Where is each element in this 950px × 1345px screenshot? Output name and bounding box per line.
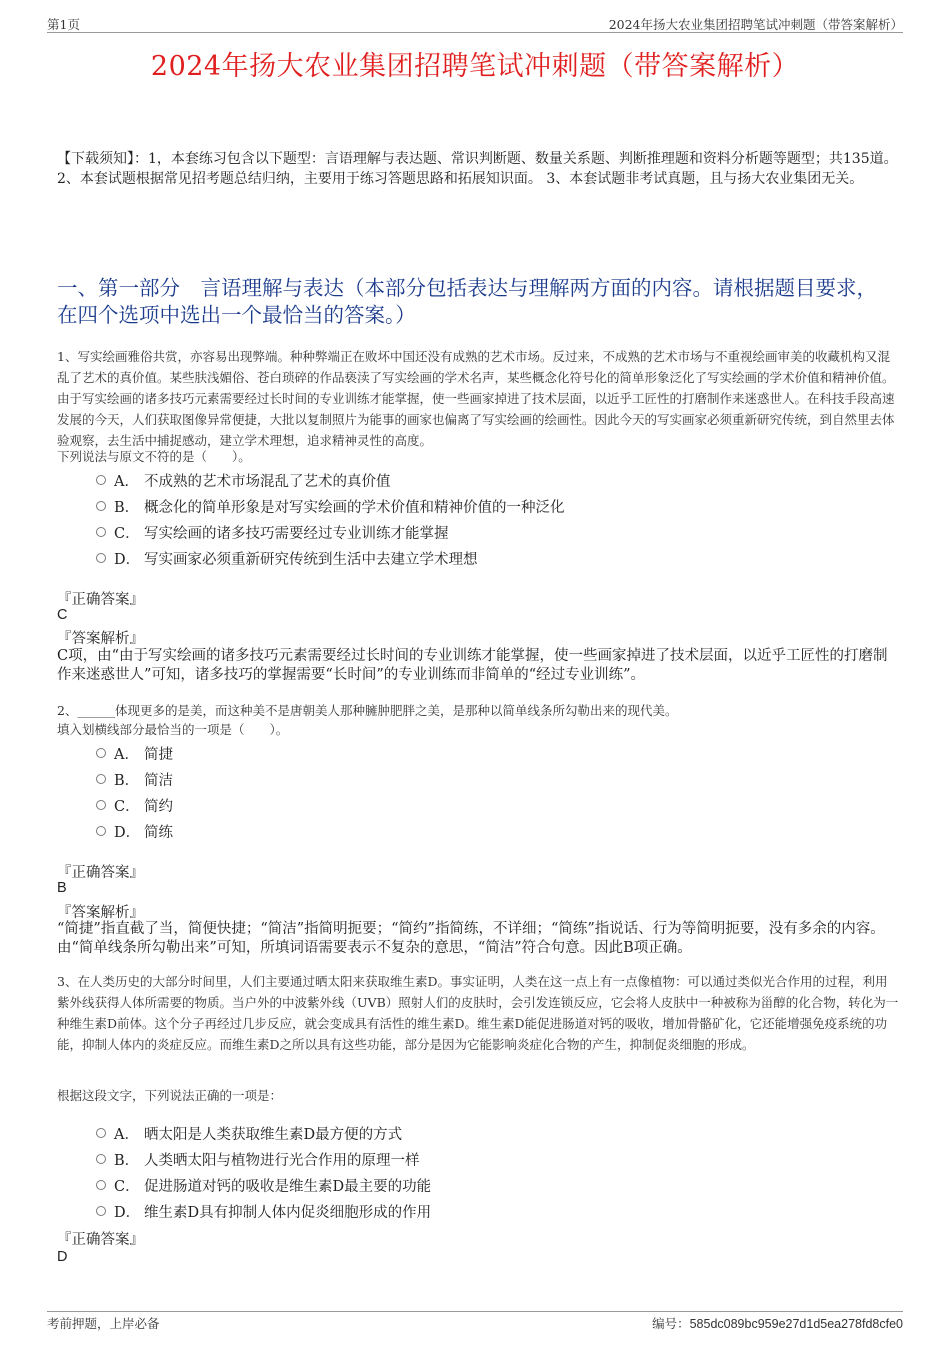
question-3-answer-heading: 『正确答案』	[57, 1232, 144, 1248]
option-text: 不成熟的艺术市场混乱了艺术的真价值	[144, 474, 391, 490]
option-label: C．	[114, 1179, 140, 1195]
option-text: 维生素D具有抑制人体内促炎细胞形成的作用	[144, 1205, 432, 1221]
question-3-stem: 3、在人类历史的大部分时间里，人们主要通过晒太阳来获取维生素D。事实证明，人类在这一点上有一点像植物：可以通过类似光合作用的过程，利用紫外线获得人体所需要的物质。当户外的中波紫外线（UVB）照射人们的皮肤时，会引发连锁反应，它会将人皮肤中一种被称为甾醇的化合物，转化为一种维生素D前体。这个分子再经过几步反应，就会变成具有活性的维生素D。维生素D能促进肠道对钙的吸收，增加骨骼矿化，它还能增强免疫系统的功能，抑制人体内的炎症反应。而维生素D之所以具有这些功能，部分是因为它能影响炎症化合物的产生，抑制促炎细胞的形成。	[57, 974, 899, 1052]
radio-button[interactable]	[96, 774, 106, 784]
radio-button[interactable]	[96, 1206, 106, 1216]
option-label: C．	[114, 526, 140, 542]
question-2-option-c[interactable]	[96, 792, 876, 818]
option-text: 晒太阳是人类获取维生素D最方便的方式	[144, 1127, 403, 1143]
radio-button[interactable]	[96, 527, 106, 537]
radio-button[interactable]	[96, 800, 106, 810]
radio-button[interactable]	[96, 748, 106, 758]
question-3-option-b[interactable]	[96, 1146, 876, 1172]
question-1-option-b[interactable]	[96, 493, 876, 519]
question-2-prompt: 填入划横线部分最恰当的一项是（ ）。	[57, 722, 289, 737]
question-1-option-d[interactable]	[96, 545, 876, 571]
option-label: A．	[114, 1127, 139, 1143]
question-3-options	[96, 1120, 876, 1224]
question-2-options	[96, 740, 876, 844]
question-3-prompt: 根据这段文字，下列说法正确的一项是：	[57, 1088, 283, 1103]
question-3-option-d[interactable]	[96, 1198, 876, 1224]
page-footer	[47, 1311, 903, 1332]
option-label: C．	[114, 799, 140, 815]
question-2-analysis-heading: 『答案解析』	[57, 905, 144, 921]
document-id-label: 编号：	[652, 1316, 690, 1331]
question-3-option-c[interactable]	[96, 1172, 876, 1198]
document-title: 2024年扬大农业集团招聘笔试冲刺题（带答案解析）	[150, 51, 800, 82]
question-2-answer: B	[57, 880, 67, 896]
footer-slogan: 考前押题，上岸必备	[47, 1316, 160, 1331]
header-doc-title: 2024年扬大农业集团招聘笔试冲刺题（带答案解析）	[608, 17, 903, 32]
option-text: 写实绘画的诸多技巧需要经过专业训练才能掌握	[144, 526, 449, 542]
section-title: 一、第一部分 言语理解与表达（本部分包括表达与理解两方面的内容。请根据题目要求，在四个选项中选出一个最恰当的答案。）	[57, 276, 877, 327]
option-label: D．	[114, 1205, 141, 1221]
option-text: 写实画家必须重新研究传统到生活中去建立学术理想	[144, 552, 478, 568]
question-3-option-a[interactable]	[96, 1120, 876, 1146]
question-1-analysis-heading: 『答案解析』	[57, 631, 144, 647]
option-text: 人类晒太阳与植物进行光合作用的原理一样	[144, 1153, 420, 1169]
question-2-option-d[interactable]	[96, 818, 876, 844]
question-2-answer-heading: 『正确答案』	[57, 865, 144, 881]
option-label: B．	[114, 773, 140, 789]
option-label: B．	[114, 1153, 140, 1169]
option-text: 促进肠道对钙的吸收是维生素D最主要的功能	[144, 1179, 432, 1195]
radio-button[interactable]	[96, 1154, 106, 1164]
radio-button[interactable]	[96, 501, 106, 511]
question-2-option-b[interactable]	[96, 766, 876, 792]
page-header	[47, 14, 903, 33]
radio-button[interactable]	[96, 475, 106, 485]
radio-button[interactable]	[96, 1128, 106, 1138]
radio-button[interactable]	[96, 553, 106, 563]
radio-button[interactable]	[96, 1180, 106, 1190]
question-1-analysis: C项，由“由于写实绘画的诸多技巧元素需要经过长时间的专业训练才能掌握，使一些画家掉进了技术层面，以近乎工匠性的打磨制作来迷惑世人”可知，诸多技巧的掌握需要“长时间”的专业训练而非简单的“经过专业训练”。	[57, 648, 888, 683]
option-text: 简约	[144, 799, 173, 815]
option-label: A．	[114, 747, 139, 763]
question-1-answer-heading: 『正确答案』	[57, 592, 144, 608]
option-label: D．	[114, 552, 141, 568]
radio-button[interactable]	[96, 826, 106, 836]
option-text: 简捷	[144, 747, 173, 763]
option-text: 简洁	[144, 773, 173, 789]
question-3-answer: D	[57, 1249, 68, 1265]
option-label: A．	[114, 474, 139, 490]
question-2-analysis: “简捷”指直截了当，简便快捷；“简洁”指简明扼要；“简约”指简练，不详细；“简练”指说话、行为等简明扼要，没有多余的内容。由“简单线条所勾勒出来”可知，所填词语需要表示不复杂的意思，“简洁”符合句意。因此B项正确。	[57, 921, 885, 956]
option-text: 概念化的简单形象是对写实绘画的学术价值和精神价值的一种泛化	[144, 500, 565, 516]
download-notice: 【下载须知】：1，本套练习包含以下题型：言语理解与表达题、常识判断题、数量关系题、判断推理题和资料分析题等题型；共135道。 2、本套试题根据常见招考题总结归纳，主要用于练习答题思路和拓展知识面。 3、本套试题非考试真题，且与扬大农业集团无关。	[57, 151, 898, 187]
option-label: D．	[114, 825, 141, 841]
page-number: 第1页	[47, 17, 80, 32]
document-id	[652, 1314, 903, 1332]
question-1-prompt: 下列说法与原文不符的是（ ）。	[57, 449, 251, 464]
question-1-answer: C	[57, 607, 68, 623]
question-1-stem: 1、写实绘画雅俗共赏，亦容易出现弊端。种种弊端正在败坏中国还没有成熟的艺术市场。反过来，不成熟的艺术市场与不重视绘画审美的收藏机构又混乱了艺术的真价值。某些肤浅媚俗、苍白琐碎的作品亵渎了写实绘画的学术名声，某些概念化符号化的简单形象泛化了写实绘画的学术价值和精神价值。由于写实绘画的诸多技巧元素需要经过长时间的专业训练才能掌握，使一些画家掉进了技术层面，以近乎工匠性的打磨制作来迷惑世人。在科技手段高速发展的今天，人们获取图像异常便捷，大批以复制照片为能事的画家也偏离了写实绘画的绘画性。因此今天的写实画家必须重新研究传统，到自然里去体验观察，去生活中捕捉感动，建立学术理想，追求精神灵性的高度。	[57, 349, 895, 448]
question-2-option-a[interactable]	[96, 740, 876, 766]
question-1-option-c[interactable]	[96, 519, 876, 545]
question-2-stem: 2、______体现更多的是美，而这种美不是唐朝美人那种臃肿肥胖之美，是那种以简单线条所勾勒出来的现代美。	[57, 703, 678, 718]
option-text: 简练	[144, 825, 173, 841]
document-id-value: 585dc089bc959e27d1d5ea278fd8cfe0	[689, 1317, 903, 1331]
question-1-option-a[interactable]	[96, 467, 876, 493]
question-1-options	[96, 467, 876, 571]
option-label: B．	[114, 500, 140, 516]
